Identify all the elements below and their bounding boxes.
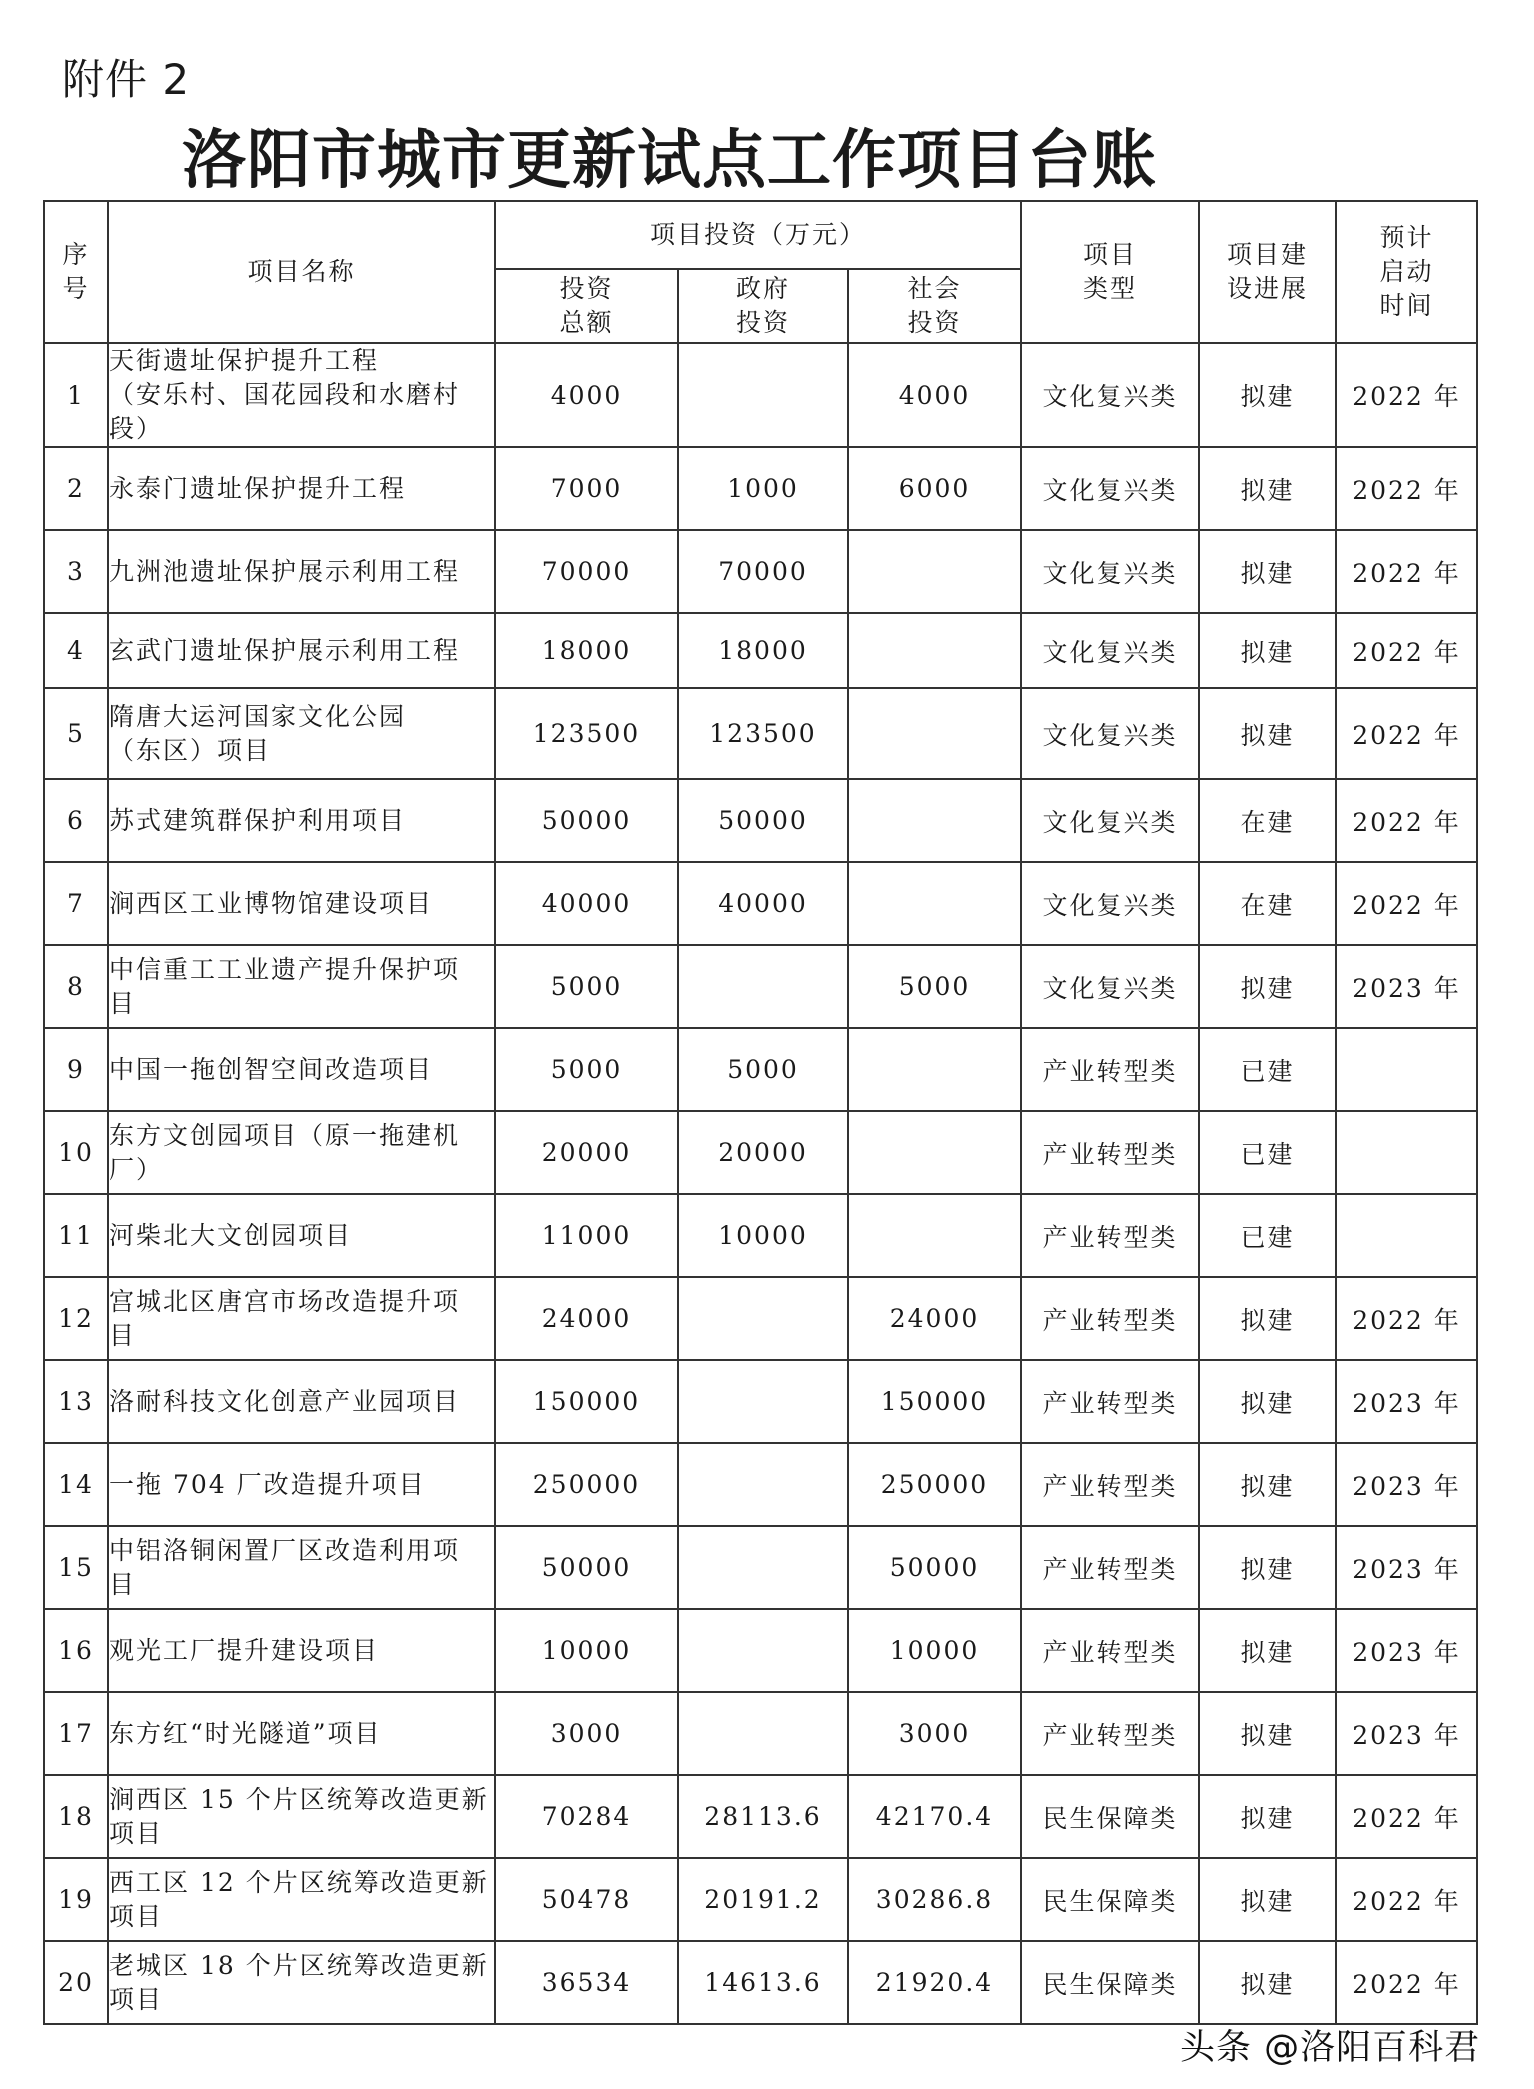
cell-start-time: 2022 年 xyxy=(1336,862,1477,945)
cell-social-investment xyxy=(848,1194,1021,1277)
cell-social-investment xyxy=(848,1111,1021,1194)
project-name-line: 一拖 704 厂改造提升项目 xyxy=(109,1469,426,1499)
project-name-line: 东方文创园项目（原一拖建机 xyxy=(109,1120,461,1150)
cell-total-investment: 150000 xyxy=(495,1360,678,1443)
cell-total-investment: 50000 xyxy=(495,1526,678,1609)
cell-social-investment: 6000 xyxy=(848,447,1021,530)
project-name-line: 涧西区工业博物馆建设项目 xyxy=(109,888,434,918)
cell-government-investment: 28113.6 xyxy=(678,1775,848,1858)
cell-project-name xyxy=(108,688,495,779)
cell-project-name xyxy=(108,1526,495,1609)
cell-project-type: 文化复兴类 xyxy=(1021,447,1199,530)
cell-social-investment xyxy=(848,613,1021,688)
cell-progress: 拟建 xyxy=(1199,1443,1336,1526)
cell-project-name xyxy=(108,779,495,862)
project-name-line: 涧西区 15 个片区统筹改造更新 xyxy=(109,1784,489,1814)
table-row xyxy=(44,1526,1477,1609)
cell-start-time: 2022 年 xyxy=(1336,688,1477,779)
cell-social-investment: 10000 xyxy=(848,1609,1021,1692)
cell-start-time: 2022 年 xyxy=(1336,1775,1477,1858)
header-type-line: 类型 xyxy=(1082,274,1137,303)
cell-progress: 拟建 xyxy=(1199,530,1336,613)
cell-project-type: 产业转型类 xyxy=(1021,1028,1199,1111)
cell-project-type: 文化复兴类 xyxy=(1021,613,1199,688)
header-start xyxy=(1336,201,1477,343)
header-government-line: 投资 xyxy=(735,308,790,337)
cell-government-investment: 18000 xyxy=(678,613,848,688)
project-name-line: （安乐村、国花园段和水磨村段） xyxy=(109,380,461,443)
cell-total-investment: 50478 xyxy=(495,1858,678,1941)
project-name-line: 老城区 18 个片区统筹改造更新 xyxy=(109,1950,489,1980)
cell-start-time: 2022 年 xyxy=(1336,447,1477,530)
cell-project-type: 产业转型类 xyxy=(1021,1277,1199,1360)
header-seq-line: 序 xyxy=(62,240,90,269)
cell-seq: 1 xyxy=(44,343,108,447)
cell-total-investment: 36534 xyxy=(495,1941,678,2024)
project-name-line: 观光工厂提升建设项目 xyxy=(109,1635,380,1665)
project-name-line: 中信重工工业遗产提升保护项 xyxy=(109,954,461,984)
cell-project-type: 产业转型类 xyxy=(1021,1526,1199,1609)
cell-start-time: 2023 年 xyxy=(1336,1692,1477,1775)
cell-start-time: 2023 年 xyxy=(1336,1360,1477,1443)
cell-progress: 拟建 xyxy=(1199,343,1336,447)
project-name-line: 玄武门遗址保护展示利用工程 xyxy=(109,635,461,665)
cell-government-investment: 70000 xyxy=(678,530,848,613)
cell-government-investment: 50000 xyxy=(678,779,848,862)
project-name-line: 项目 xyxy=(109,1901,164,1931)
cell-project-name xyxy=(108,1111,495,1194)
cell-progress: 拟建 xyxy=(1199,945,1336,1028)
cell-total-investment: 70000 xyxy=(495,530,678,613)
cell-progress: 拟建 xyxy=(1199,1526,1336,1609)
cell-start-time: 2022 年 xyxy=(1336,1277,1477,1360)
cell-progress: 拟建 xyxy=(1199,1360,1336,1443)
header-seq-line: 号 xyxy=(62,274,90,303)
cell-seq: 12 xyxy=(44,1277,108,1360)
cell-seq: 10 xyxy=(44,1111,108,1194)
header-investment-text: 项目投资（万元） xyxy=(649,220,866,249)
cell-project-name xyxy=(108,1194,495,1277)
table-row xyxy=(44,1360,1477,1443)
table-header xyxy=(44,201,1477,343)
cell-project-type: 文化复兴类 xyxy=(1021,945,1199,1028)
cell-seq: 8 xyxy=(44,945,108,1028)
table-row xyxy=(44,343,1477,447)
cell-project-type: 文化复兴类 xyxy=(1021,862,1199,945)
cell-government-investment xyxy=(678,1443,848,1526)
cell-progress: 拟建 xyxy=(1199,1858,1336,1941)
cell-progress: 拟建 xyxy=(1199,447,1336,530)
cell-social-investment: 5000 xyxy=(848,945,1021,1028)
cell-start-time: 2022 年 xyxy=(1336,1941,1477,2024)
cell-total-investment: 123500 xyxy=(495,688,678,779)
header-total-line: 总额 xyxy=(559,308,614,337)
cell-social-investment: 250000 xyxy=(848,1443,1021,1526)
table-row xyxy=(44,530,1477,613)
cell-start-time xyxy=(1336,1028,1477,1111)
table-row xyxy=(44,1858,1477,1941)
cell-project-name xyxy=(108,1609,495,1692)
cell-progress: 拟建 xyxy=(1199,1277,1336,1360)
cell-total-investment: 250000 xyxy=(495,1443,678,1526)
cell-start-time xyxy=(1336,1111,1477,1194)
cell-total-investment: 11000 xyxy=(495,1194,678,1277)
table-row xyxy=(44,1028,1477,1111)
cell-social-investment xyxy=(848,779,1021,862)
project-name-line: 厂） xyxy=(109,1154,164,1184)
cell-seq: 19 xyxy=(44,1858,108,1941)
project-name-line: 隋唐大运河国家文化公园 xyxy=(109,701,407,731)
header-progress-line: 项目建 xyxy=(1226,240,1308,269)
cell-total-investment: 10000 xyxy=(495,1609,678,1692)
cell-total-investment: 18000 xyxy=(495,613,678,688)
header-name xyxy=(108,201,495,343)
cell-project-name xyxy=(108,1360,495,1443)
cell-project-type: 产业转型类 xyxy=(1021,1360,1199,1443)
table-row xyxy=(44,779,1477,862)
project-name-line: 天街遗址保护提升工程 xyxy=(109,346,380,375)
project-name-line: 目 xyxy=(109,1320,137,1350)
cell-progress: 拟建 xyxy=(1199,1692,1336,1775)
cell-project-type: 产业转型类 xyxy=(1021,1692,1199,1775)
cell-progress: 已建 xyxy=(1199,1194,1336,1277)
project-name-line: 河柴北大文创园项目 xyxy=(109,1220,353,1250)
cell-project-type: 产业转型类 xyxy=(1021,1194,1199,1277)
cell-project-name xyxy=(108,1692,495,1775)
cell-project-name xyxy=(108,1775,495,1858)
cell-progress: 拟建 xyxy=(1199,1775,1336,1858)
cell-seq: 6 xyxy=(44,779,108,862)
cell-start-time xyxy=(1336,1194,1477,1277)
cell-seq: 16 xyxy=(44,1609,108,1692)
cell-total-investment: 4000 xyxy=(495,343,678,447)
cell-progress: 拟建 xyxy=(1199,1941,1336,2024)
cell-start-time: 2023 年 xyxy=(1336,1526,1477,1609)
cell-project-type: 产业转型类 xyxy=(1021,1443,1199,1526)
cell-project-name xyxy=(108,1858,495,1941)
table-row xyxy=(44,1609,1477,1692)
cell-government-investment: 1000 xyxy=(678,447,848,530)
cell-seq: 18 xyxy=(44,1775,108,1858)
cell-project-type: 产业转型类 xyxy=(1021,1609,1199,1692)
cell-seq: 11 xyxy=(44,1194,108,1277)
table-row xyxy=(44,447,1477,530)
cell-social-investment xyxy=(848,530,1021,613)
cell-social-investment: 24000 xyxy=(848,1277,1021,1360)
cell-social-investment: 30286.8 xyxy=(848,1858,1021,1941)
table-row xyxy=(44,1443,1477,1526)
cell-seq: 13 xyxy=(44,1360,108,1443)
cell-project-name xyxy=(108,1277,495,1360)
cell-seq: 20 xyxy=(44,1941,108,2024)
cell-total-investment: 3000 xyxy=(495,1692,678,1775)
cell-project-name xyxy=(108,613,495,688)
header-start-line: 预计 xyxy=(1379,223,1434,252)
project-name-line: 中国一拖创智空间改造项目 xyxy=(109,1054,434,1084)
cell-seq: 3 xyxy=(44,530,108,613)
cell-seq: 5 xyxy=(44,688,108,779)
cell-project-name xyxy=(108,343,495,447)
cell-government-investment xyxy=(678,1277,848,1360)
cell-project-name xyxy=(108,530,495,613)
cell-total-investment: 24000 xyxy=(495,1277,678,1360)
header-start-line: 时间 xyxy=(1379,291,1434,320)
project-name-line: 项目 xyxy=(109,1818,164,1848)
cell-seq: 17 xyxy=(44,1692,108,1775)
table-row xyxy=(44,1692,1477,1775)
cell-seq: 14 xyxy=(44,1443,108,1526)
table-row xyxy=(44,1277,1477,1360)
cell-government-investment: 20191.2 xyxy=(678,1858,848,1941)
project-name-line: 永泰门遗址保护提升工程 xyxy=(109,473,407,503)
header-social xyxy=(848,269,1021,343)
header-progress-line: 设进展 xyxy=(1226,274,1308,303)
cell-government-investment xyxy=(678,1360,848,1443)
table-row xyxy=(44,945,1477,1028)
project-name-line: 目 xyxy=(109,988,137,1018)
project-ledger-table xyxy=(43,200,1478,2025)
cell-government-investment xyxy=(678,945,848,1028)
cell-government-investment: 123500 xyxy=(678,688,848,779)
header-government-line: 政府 xyxy=(735,274,790,303)
project-name-line: 项目 xyxy=(109,1984,164,2014)
cell-seq: 9 xyxy=(44,1028,108,1111)
header-investment-group xyxy=(495,201,1021,269)
cell-total-investment: 5000 xyxy=(495,1028,678,1111)
cell-project-name xyxy=(108,1941,495,2024)
header-name-text: 项目名称 xyxy=(247,257,356,286)
project-name-line: 九洲池遗址保护展示利用工程 xyxy=(109,556,461,586)
watermark: 头条 @洛阳百科君 xyxy=(1180,2028,1481,2068)
header-social-line: 投资 xyxy=(907,308,962,337)
table-row xyxy=(44,1194,1477,1277)
table-row xyxy=(44,1111,1477,1194)
cell-start-time: 2022 年 xyxy=(1336,530,1477,613)
cell-project-name xyxy=(108,447,495,530)
document-title: 洛阳市城市更新试点工作项目台账 xyxy=(182,124,1157,198)
attachment-label: 附件 2 xyxy=(62,55,191,104)
cell-start-time: 2022 年 xyxy=(1336,613,1477,688)
cell-social-investment: 3000 xyxy=(848,1692,1021,1775)
project-name-line: 苏式建筑群保护利用项目 xyxy=(109,805,407,835)
cell-progress: 在建 xyxy=(1199,779,1336,862)
table-body xyxy=(44,343,1477,2024)
table-row xyxy=(44,862,1477,945)
cell-social-investment: 21920.4 xyxy=(848,1941,1021,2024)
cell-progress: 拟建 xyxy=(1199,613,1336,688)
header-start-line: 启动 xyxy=(1379,257,1434,286)
cell-project-type: 产业转型类 xyxy=(1021,1111,1199,1194)
cell-progress: 拟建 xyxy=(1199,1609,1336,1692)
cell-start-time: 2022 年 xyxy=(1336,779,1477,862)
project-name-line: 洛耐科技文化创意产业园项目 xyxy=(109,1386,461,1416)
cell-start-time: 2023 年 xyxy=(1336,1443,1477,1526)
table-row xyxy=(44,688,1477,779)
cell-start-time: 2022 年 xyxy=(1336,343,1477,447)
cell-start-time: 2023 年 xyxy=(1336,945,1477,1028)
cell-project-name xyxy=(108,945,495,1028)
cell-project-type: 民生保障类 xyxy=(1021,1941,1199,2024)
table-row xyxy=(44,613,1477,688)
cell-social-investment xyxy=(848,688,1021,779)
header-social-line: 社会 xyxy=(907,274,962,303)
project-name-line: 宫城北区唐宫市场改造提升项 xyxy=(109,1286,461,1316)
cell-government-investment: 14613.6 xyxy=(678,1941,848,2024)
cell-social-investment: 50000 xyxy=(848,1526,1021,1609)
cell-progress: 在建 xyxy=(1199,862,1336,945)
cell-government-investment: 5000 xyxy=(678,1028,848,1111)
project-name-line: 东方红“时光隧道”项目 xyxy=(109,1718,382,1748)
cell-project-name xyxy=(108,1443,495,1526)
header-seq xyxy=(44,201,108,343)
cell-project-type: 民生保障类 xyxy=(1021,1775,1199,1858)
cell-total-investment: 50000 xyxy=(495,779,678,862)
table-row xyxy=(44,1941,1477,2024)
cell-government-investment xyxy=(678,1692,848,1775)
cell-project-name xyxy=(108,862,495,945)
cell-government-investment: 20000 xyxy=(678,1111,848,1194)
cell-social-investment: 150000 xyxy=(848,1360,1021,1443)
table-row xyxy=(44,1775,1477,1858)
cell-social-investment: 4000 xyxy=(848,343,1021,447)
cell-social-investment xyxy=(848,1028,1021,1111)
cell-social-investment xyxy=(848,862,1021,945)
project-name-line: 目 xyxy=(109,1569,137,1599)
cell-seq: 7 xyxy=(44,862,108,945)
cell-seq: 4 xyxy=(44,613,108,688)
cell-project-type: 文化复兴类 xyxy=(1021,779,1199,862)
header-government xyxy=(678,269,848,343)
cell-seq: 15 xyxy=(44,1526,108,1609)
cell-total-investment: 20000 xyxy=(495,1111,678,1194)
cell-progress: 已建 xyxy=(1199,1111,1336,1194)
cell-government-investment xyxy=(678,343,848,447)
project-name-line: 中铝洛铜闲置厂区改造利用项 xyxy=(109,1535,461,1565)
cell-total-investment: 5000 xyxy=(495,945,678,1028)
header-type-line: 项目 xyxy=(1082,240,1137,269)
cell-social-investment: 42170.4 xyxy=(848,1775,1021,1858)
header-total xyxy=(495,269,678,343)
cell-government-investment xyxy=(678,1526,848,1609)
cell-total-investment: 70284 xyxy=(495,1775,678,1858)
cell-project-type: 文化复兴类 xyxy=(1021,688,1199,779)
header-total-line: 投资 xyxy=(559,274,614,303)
cell-seq: 2 xyxy=(44,447,108,530)
cell-project-type: 文化复兴类 xyxy=(1021,343,1199,447)
cell-government-investment: 10000 xyxy=(678,1194,848,1277)
header-progress xyxy=(1199,201,1336,343)
cell-start-time: 2022 年 xyxy=(1336,1858,1477,1941)
cell-project-name xyxy=(108,1028,495,1111)
cell-project-type: 民生保障类 xyxy=(1021,1858,1199,1941)
header-type xyxy=(1021,201,1199,343)
project-name-line: （东区）项目 xyxy=(109,735,272,765)
cell-start-time: 2023 年 xyxy=(1336,1609,1477,1692)
cell-progress: 已建 xyxy=(1199,1028,1336,1111)
cell-total-investment: 7000 xyxy=(495,447,678,530)
cell-project-type: 文化复兴类 xyxy=(1021,530,1199,613)
cell-progress: 拟建 xyxy=(1199,688,1336,779)
cell-government-investment xyxy=(678,1609,848,1692)
cell-total-investment: 40000 xyxy=(495,862,678,945)
project-name-line: 西工区 12 个片区统筹改造更新 xyxy=(109,1867,489,1897)
cell-government-investment: 40000 xyxy=(678,862,848,945)
